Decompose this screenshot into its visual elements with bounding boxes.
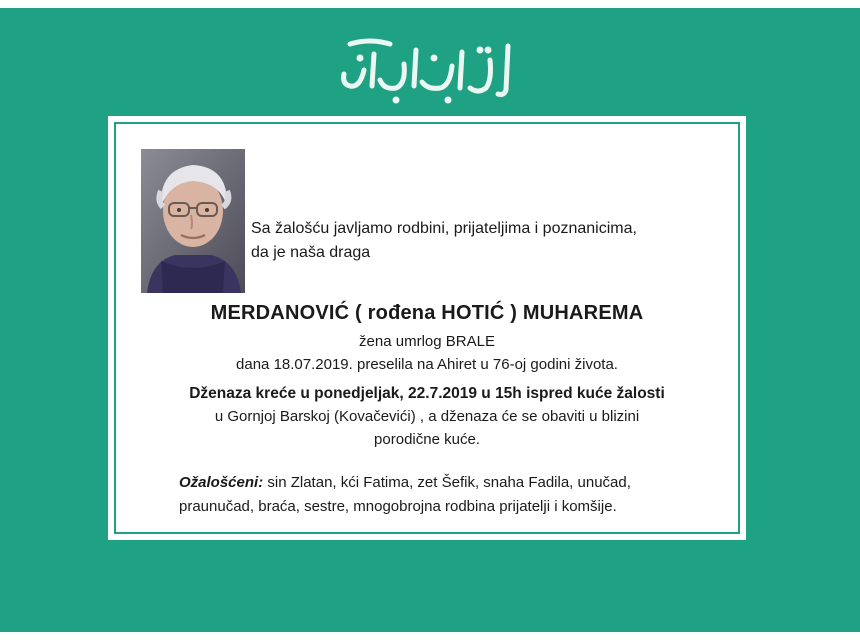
obituary-sheet: [0, 8, 860, 632]
funeral-time-line: Dženaza kreće u ponedjeljak, 22.7.2019 u 15h ispred kuće žalosti: [189, 385, 665, 402]
deceased-name: MERDANOVIĆ ( rođena HOTIĆ ) MUHAREMA: [210, 302, 644, 324]
mourners-line-1: [179, 471, 631, 495]
mourners-text-1: sin Zlatan, kći Fatima, zet Šefik, snaha Fadila, unučad,: [267, 474, 631, 491]
intro-text: [251, 217, 637, 265]
funeral-location-line-2: porodične kuće.: [374, 431, 480, 448]
notice-frame: [108, 116, 746, 540]
mourners-block: [179, 471, 631, 519]
intro-line-2: da je naša draga: [251, 244, 371, 261]
husband-line: žena umrlog BRALE: [359, 333, 495, 350]
deceased-portrait-photo: [141, 149, 245, 293]
passed-line: dana 18.07.2019. preselila na Ahiret u 76-oj godini života.: [236, 356, 618, 373]
mourners-label: Ožalošćeni:: [179, 474, 264, 491]
funeral-location-line: u Gornjoj Barskoj (Kovačevići) , a dženaza će se obaviti u blizini: [214, 408, 640, 425]
arabic-calligraphy-icon: [330, 30, 530, 106]
intro-line-1: Sa žalošću javljamo rodbini, prijateljima i poznanicima,: [251, 220, 637, 237]
mourners-line-2: praunučad, braća, sestre, mnogobrojna rodbina prijatelji i komšije.: [179, 498, 617, 515]
